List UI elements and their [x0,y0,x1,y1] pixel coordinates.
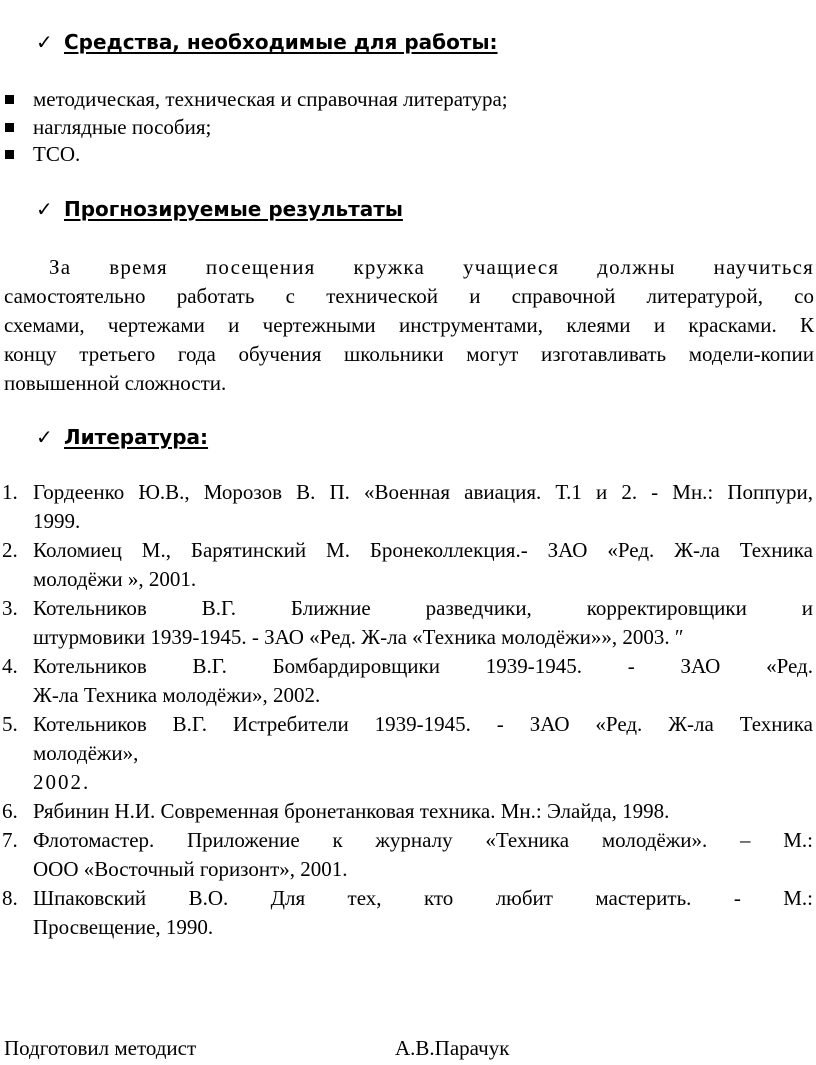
checkmark-icon: ✓ [36,425,53,449]
literature-heading-text: Литература: [64,425,209,449]
reference-item: 1. Гордеенко Ю.В., Морозов В. П. «Военная авиация. Т.1 и 2. - Мн.: Поппури, 1999. [2,480,813,533]
reference-item: 3. Котельников В.Г. Ближние разведчики, корректировщики и штурмовики 1939-1945. - ЗАО «Ред. Ж-ла «Техника молодёжи»», 2003. ″ [2,596,813,649]
reference-item: 5. Котельников В.Г. Истребители 1939-1945. - ЗАО «Ред. Ж-ла Техника молодёжи», 2002. [2,712,813,794]
reference-item: 6. Рябинин Н.И. Современная бронетанковая техника. Мн.: Элайда, 1998. [2,799,670,823]
results-heading-text: Прогнозируемые результаты [64,197,403,221]
square-bullet-icon [5,95,14,104]
reference-item: 8. Шпаковский В.О. Для тех, кто любит мастерить. - М.: Просвещение, 1990. [2,886,813,939]
square-bullet-icon [5,123,14,132]
results-paragraph: За время посещения кружка учащиеся должны научиться самостоятельно работать с технической и справочной литературой, со схемами, чертежами и чертежными инструментами, клеями и красками. К концу третьего года обучения школьники могут изготавливать модели-копии повышенной сложности. [4,255,814,395]
reference-item: 7. Флотомастер. Приложение к журналу «Техника молодёжи». – М.: ООО «Восточный горизонт», 2001. [2,828,813,881]
reference-item: 4. Котельников В.Г. Бомбардировщики 1939-1945. - ЗАО «Ред. Ж-ла Техника молодёжи», 2002. [2,654,813,707]
checkmark-icon: ✓ [36,30,53,54]
prepared-by-label: Подготовил методист [4,1036,197,1060]
means-heading-text: Средства, необходимые для работы: [64,30,498,54]
list-item: ТСО. [0,141,508,169]
results-heading [36,197,403,221]
means-heading [36,30,498,54]
reference-item: 2. Коломиец М., Барятинский М. Бронеколлекция.- ЗАО «Ред. Ж-ла Техника молодёжи », 2001. [2,538,813,591]
references-list [0,478,813,942]
list-item: методическая, техническая и справочная литература; [0,86,508,114]
list-item: наглядные пособия; [0,114,508,142]
checkmark-icon: ✓ [36,197,53,221]
literature-heading [36,425,208,449]
means-list [0,86,508,169]
square-bullet-icon [5,150,14,159]
author-name: А.В.Парачук [395,1036,510,1060]
